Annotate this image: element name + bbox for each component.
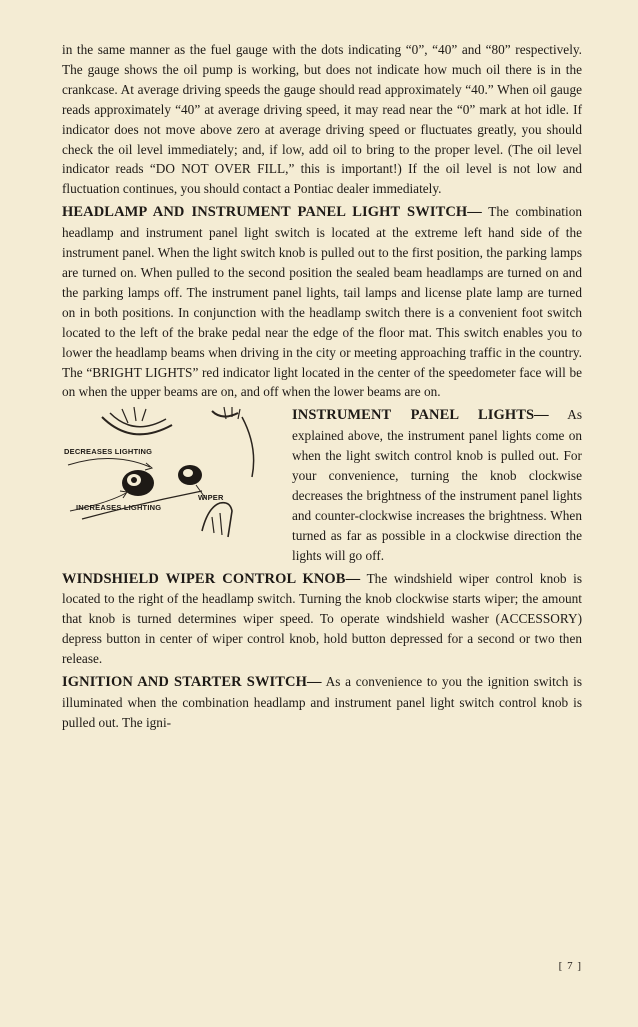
wiper-knob-text: The windshield wiper control knob is located to the right of the headlamp switch. Turning the knob clockwise starts wiper; the amount that knob is turned determines wiper speed. To operate windshield washer (ACCESSORY) depress button in center of wiper control knob, hold button depressed for a second or two then release. [62, 570, 582, 667]
instrument-lights-text: As explained above, the instrument panel lights come on when the light switch control knob is pulled out. For your convenience, turning the knob clockwise decreases the brightness of the instrument panel lights and counter-clockwise increases the brightness. When turned as far as possible in a clockwise direction the lights will go off. [292, 407, 582, 563]
page-number: [ 7 ] [558, 960, 582, 972]
wiper-label: WIPER [198, 493, 224, 503]
wiper-knob-paragraph [62, 569, 582, 670]
headlamp-switch-paragraph [62, 202, 582, 402]
decreases-lighting-label: DECREASES LIGHTING [64, 447, 153, 457]
headlamp-switch-heading: HEADLAMP AND INSTRUMENT PANEL LIGHT SWITCH— [62, 204, 482, 221]
ignition-switch-heading: IGNITION AND STARTER SWITCH— [62, 674, 322, 691]
oil-gauge-paragraph: in the same manner as the fuel gauge with the dots indicating “0”, “40” and “80” respectively. The gauge shows the oil pump is working, but does not indicate how much oil there is in the crankcase. At average driving speeds the gauge should read approximately “40.” When oil gauge reads approximately “40” at average driving speed, it may read near the “0” mark at hot idle. If indicator does not move above zero at average driving speed or fluctuates greatly, you should check the oil level immediately; and, if low, add oil to bring to the proper level. (The oil level indicator reads “DO NOT OVER FILL,” this is important!) If the oil level is not low and fluctuation continues, you should contact a Pontiac dealer immediately. [62, 42, 582, 197]
wiper-knob-heading: WINDSHIELD WIPER CONTROL KNOB— [62, 570, 361, 587]
increases-lighting-label: INCREASES LIGHTING [76, 503, 162, 513]
switch-illustration [62, 407, 280, 547]
instrument-lights-block [62, 405, 582, 565]
ignition-switch-paragraph [62, 672, 582, 733]
headlamp-switch-text: The combination headlamp and instrument panel light switch is located at the extreme left hand side of the instrument panel. When the light switch knob is pulled out to the first position, the parking lamps are turned on. When pulled to the second position the sealed beam headlamps are turned on and the parking lamps off. The instrument panel lights, tail lamps and license plate lamp are turned on in both positions. In conjunction with the headlamp switch there is a convenient foot switch located to the left of the brake pedal near the edge of the floor mat. This switch enables you to lower the headlamp beams when driving in the city or meeting approaching traffic in the country. The “BRIGHT LIGHTS” red indicator light located in the center of the speedometer face will be on when the upper beams are on, and off when the lower beams are on. [62, 204, 582, 400]
ignition-switch-text: As a convenience to you the ignition switch is illuminated when the combination headlamp and instrument panel light switch control knob is pulled out. The igni- [62, 674, 582, 730]
instrument-lights-heading: INSTRUMENT PANEL LIGHTS— [292, 407, 549, 424]
switch-knob-drawing [62, 407, 280, 547]
